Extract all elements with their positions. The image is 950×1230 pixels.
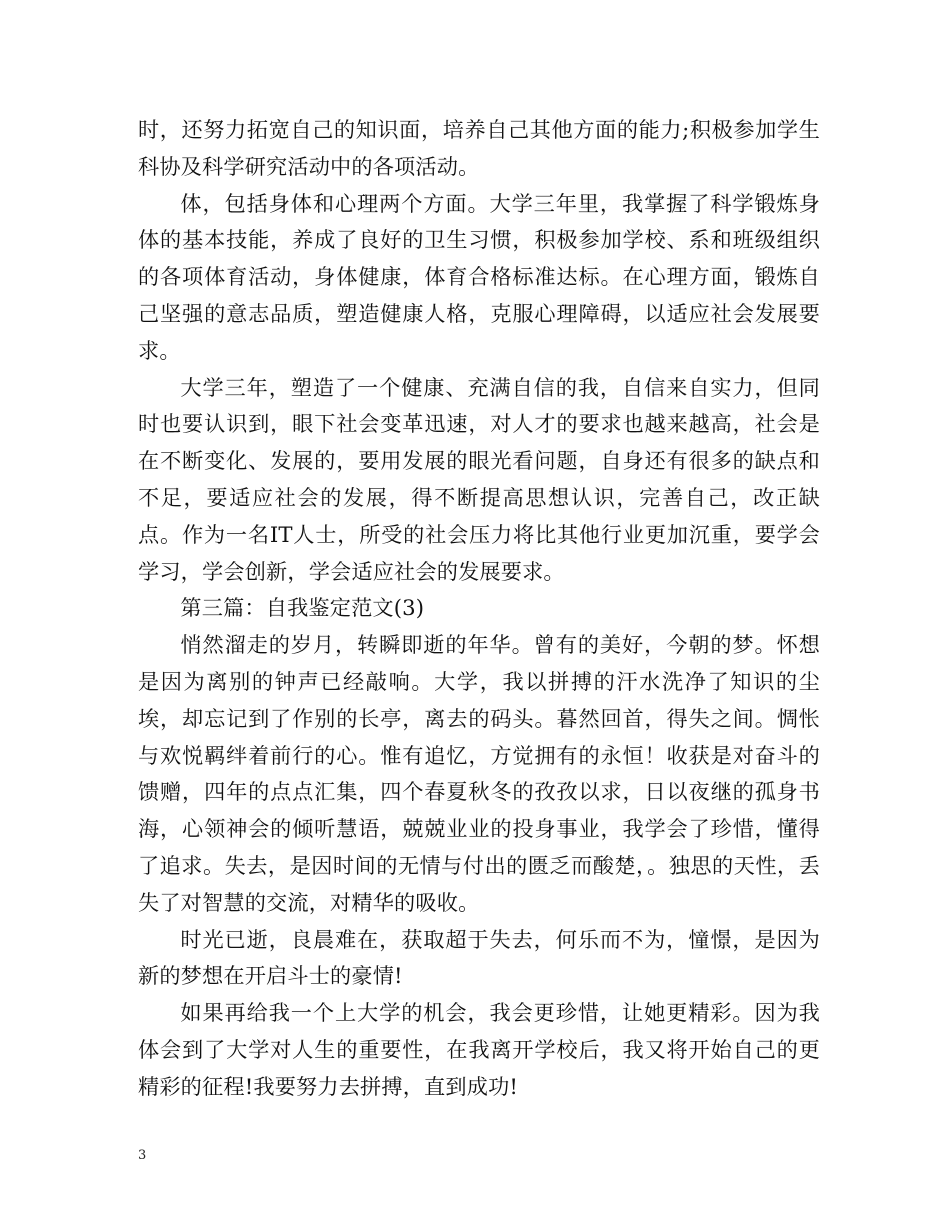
paragraph-1: 时，还努力拓宽自己的知识面，培养自己其他方面的能力;积极参加学生科协及科学研究活动中的各项活动。: [138, 117, 820, 179]
paragraph-4: 悄然溜走的岁月，转瞬即逝的年华。曾有的美好，今朝的梦。怀想是因为离别的钟声已经敲响。大学，我以拼搏的汗水洗净了知识的尘埃，却忘记到了作别的长亭，离去的码头。暮然回首，得失之间。惆怅与欢悦羁绊着前行的心。惟有追忆，方觉拥有的永恒！收获是对奋斗的馈赠，四年的点点汇集，四个春夏秋冬的孜孜以求，日以夜继的孤身书海，心领神会的倾听慧语，兢兢业业的投身事业，我学会了珍惜，懂得了追求。失去，是因时间的无情与付出的匮乏而酸楚，。独思的天性，丢失了对智慧的交流，对精华的吸收。: [138, 632, 820, 915]
paragraph-2: 体，包括身体和心理两个方面。大学三年里，我掌握了科学锻炼身体的基本技能，养成了良好的卫生习惯，积极参加学校、系和班级组织的各项体育活动，身体健康，体育合格标准达标。在心理方面，锻炼自己坚强的意志品质，塑造健康人格，克服心理障碍，以适应社会发展要求。: [138, 190, 820, 363]
paragraph-5: 时光已逝，良晨难在，获取超于失去，何乐而不为，憧憬，是因为新的梦想在开启斗士的豪情!: [138, 926, 820, 989]
paragraph-3: 大学三年，塑造了一个健康、充满自信的我，自信来自实力，但同时也要认识到，眼下社会变革迅速，对人才的要求也越来越高，社会是在不断变化、发展的，要用发展的眼光看问题，自身还有很多的缺点和不足，要适应社会的发展，得不断提高思想认识，完善自己，改正缺点。作为一名IT人士，所受的社会压力将比其他行业更加沉重，要学会学习，学会创新，学会适应社会的发展要求。: [138, 374, 820, 584]
document-body: [138, 112, 820, 1106]
page-number: 3: [138, 1148, 147, 1163]
section-heading: 第三篇：自我鉴定范文(3): [180, 595, 425, 621]
paragraph-6: 如果再给我一个上大学的机会，我会更珍惜，让她更精彩。因为我体会到了大学对人生的重要性，在我离开学校后，我又将开始自己的更精彩的征程!我要努力去拼搏，直到成功!: [138, 1000, 820, 1099]
